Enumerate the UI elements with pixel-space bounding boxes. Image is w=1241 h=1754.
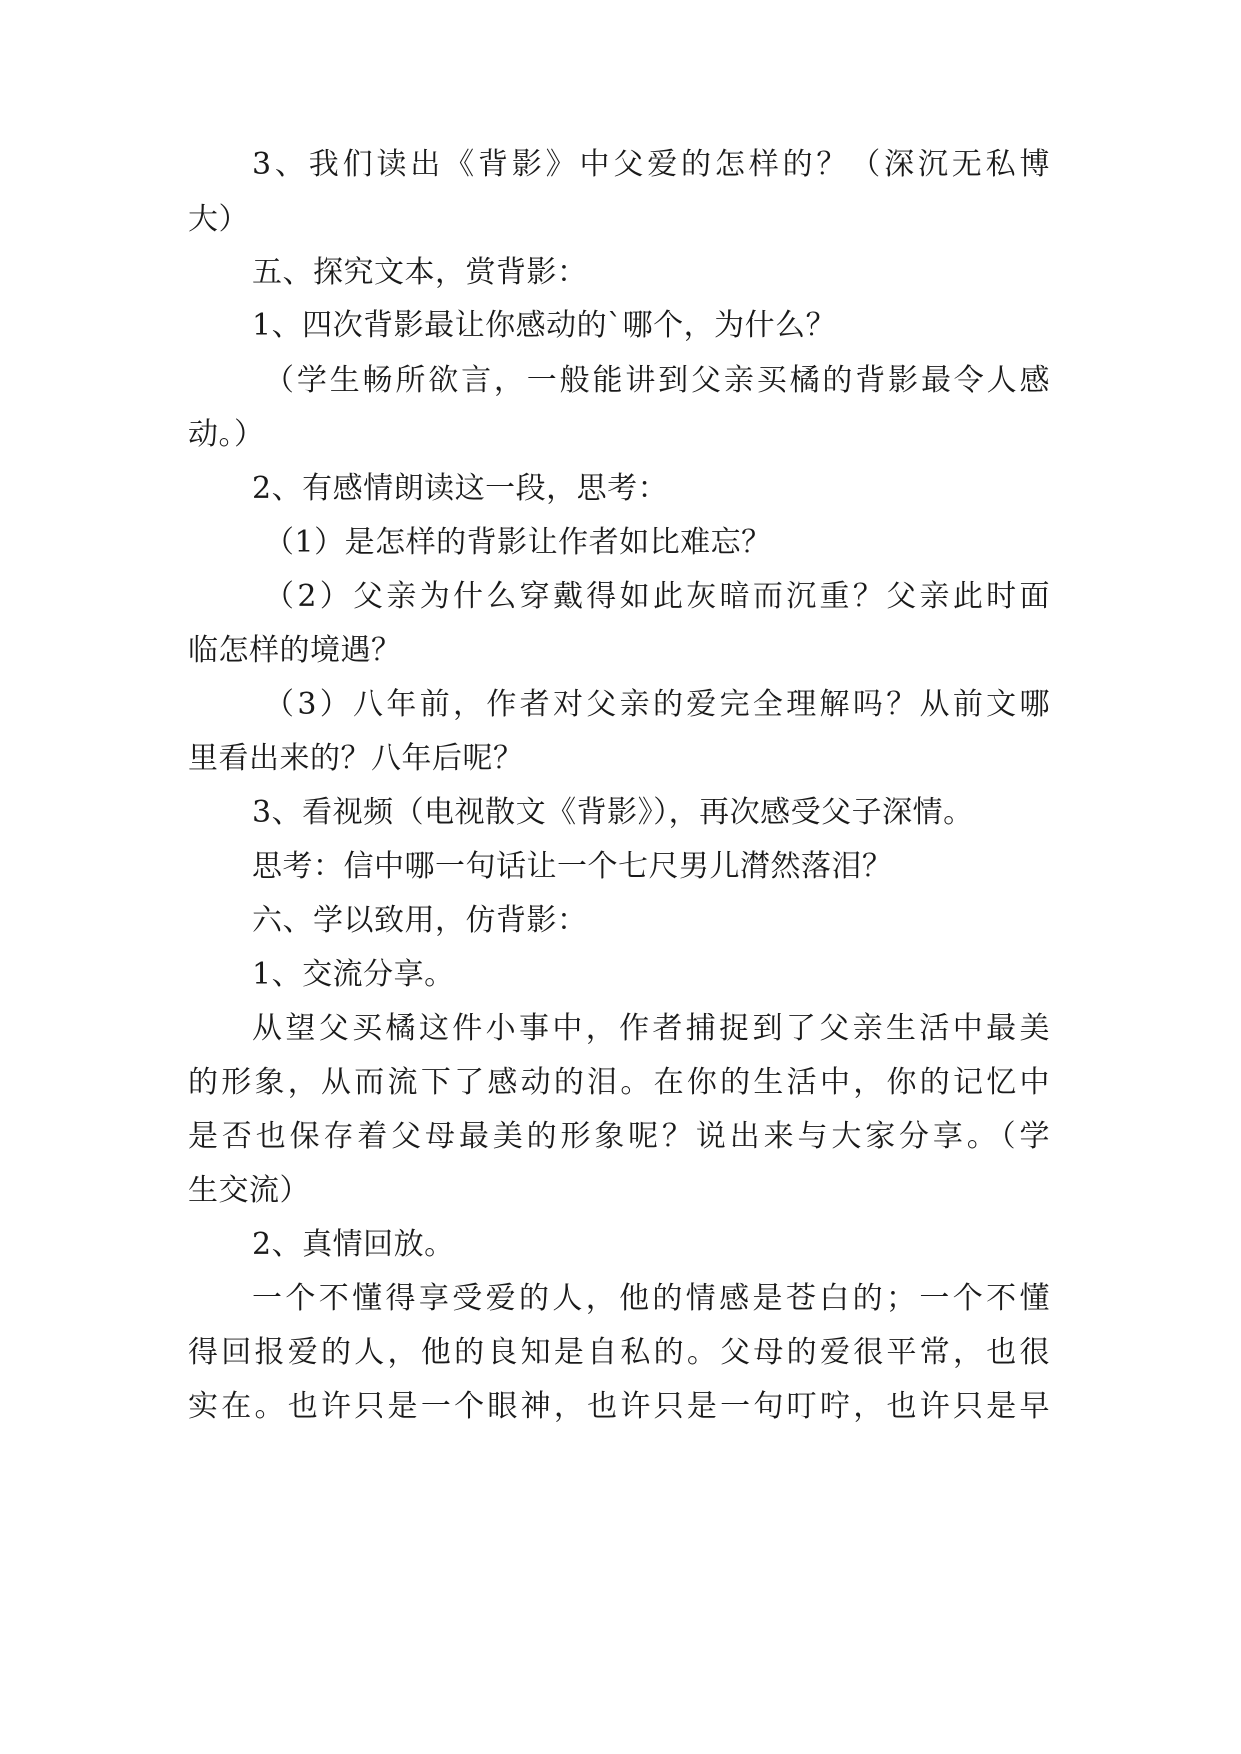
paragraph-2-line-2: 得回报爱的人，他的良知是自私的。父母的爱很平常，也很 [188, 1335, 1050, 1370]
question-3-line: 3、我们读出《背影》中父爱的怎样的？（深沉无私博 [252, 147, 1050, 182]
question-3-continuation: 大） [188, 202, 249, 237]
section-6-item-2: 2、真情回放。 [252, 1227, 455, 1262]
paragraph-1-line-1: 从望父买橘这件小事中，作者捕捉到了父亲生活中最美 [252, 1011, 1050, 1046]
subquestion-3: （3）八年前，作者对父亲的爱完全理解吗？从前文哪 [264, 687, 1050, 722]
student-answer-line: （学生畅所欲言，一般能讲到父亲买橘的背影最令人感 [264, 363, 1050, 398]
paragraph-2-line-3: 实在。也许只是一个眼神，也许只是一句叮咛，也许只是早 [188, 1389, 1050, 1424]
paragraph-1-line-2: 的形象，从而流下了感动的泪。在你的生活中，你的记忆中 [188, 1065, 1050, 1100]
section-6-heading: 六、学以致用，仿背影： [252, 903, 588, 938]
section-5-item-2: 2、有感情朗读这一段，思考： [252, 471, 669, 506]
paragraph-1-line-4: 生交流） [188, 1173, 310, 1208]
student-answer-continuation: 动。） [188, 417, 265, 452]
subquestion-1: （1）是怎样的背影让作者如比难忘？ [264, 525, 772, 560]
paragraph-2-line-1: 一个不懂得享受爱的人，他的情感是苍白的；一个不懂 [252, 1281, 1050, 1316]
section-5-heading: 五、探究文本，赏背影： [252, 255, 588, 290]
subquestion-2: （2）父亲为什么穿戴得如此灰暗而沉重？父亲此时面 [264, 579, 1050, 614]
section-5-item-1: 1、四次背影最让你感动的`哪个，为什么？ [252, 308, 837, 343]
thinking-question: 思考：信中哪一句话让一个七尺男儿潸然落泪？ [252, 849, 893, 884]
subquestion-2-continuation: 临怎样的境遇？ [188, 633, 402, 668]
subquestion-3-continuation: 里看出来的？八年后呢？ [188, 741, 524, 776]
section-6-item-1: 1、交流分享。 [252, 957, 455, 992]
section-5-item-3: 3、看视频（电视散文《背影》），再次感受父子深情。 [252, 795, 974, 830]
paragraph-1-line-3: 是否也保存着父母最美的形象呢？说出来与大家分享。（学 [188, 1119, 1050, 1154]
